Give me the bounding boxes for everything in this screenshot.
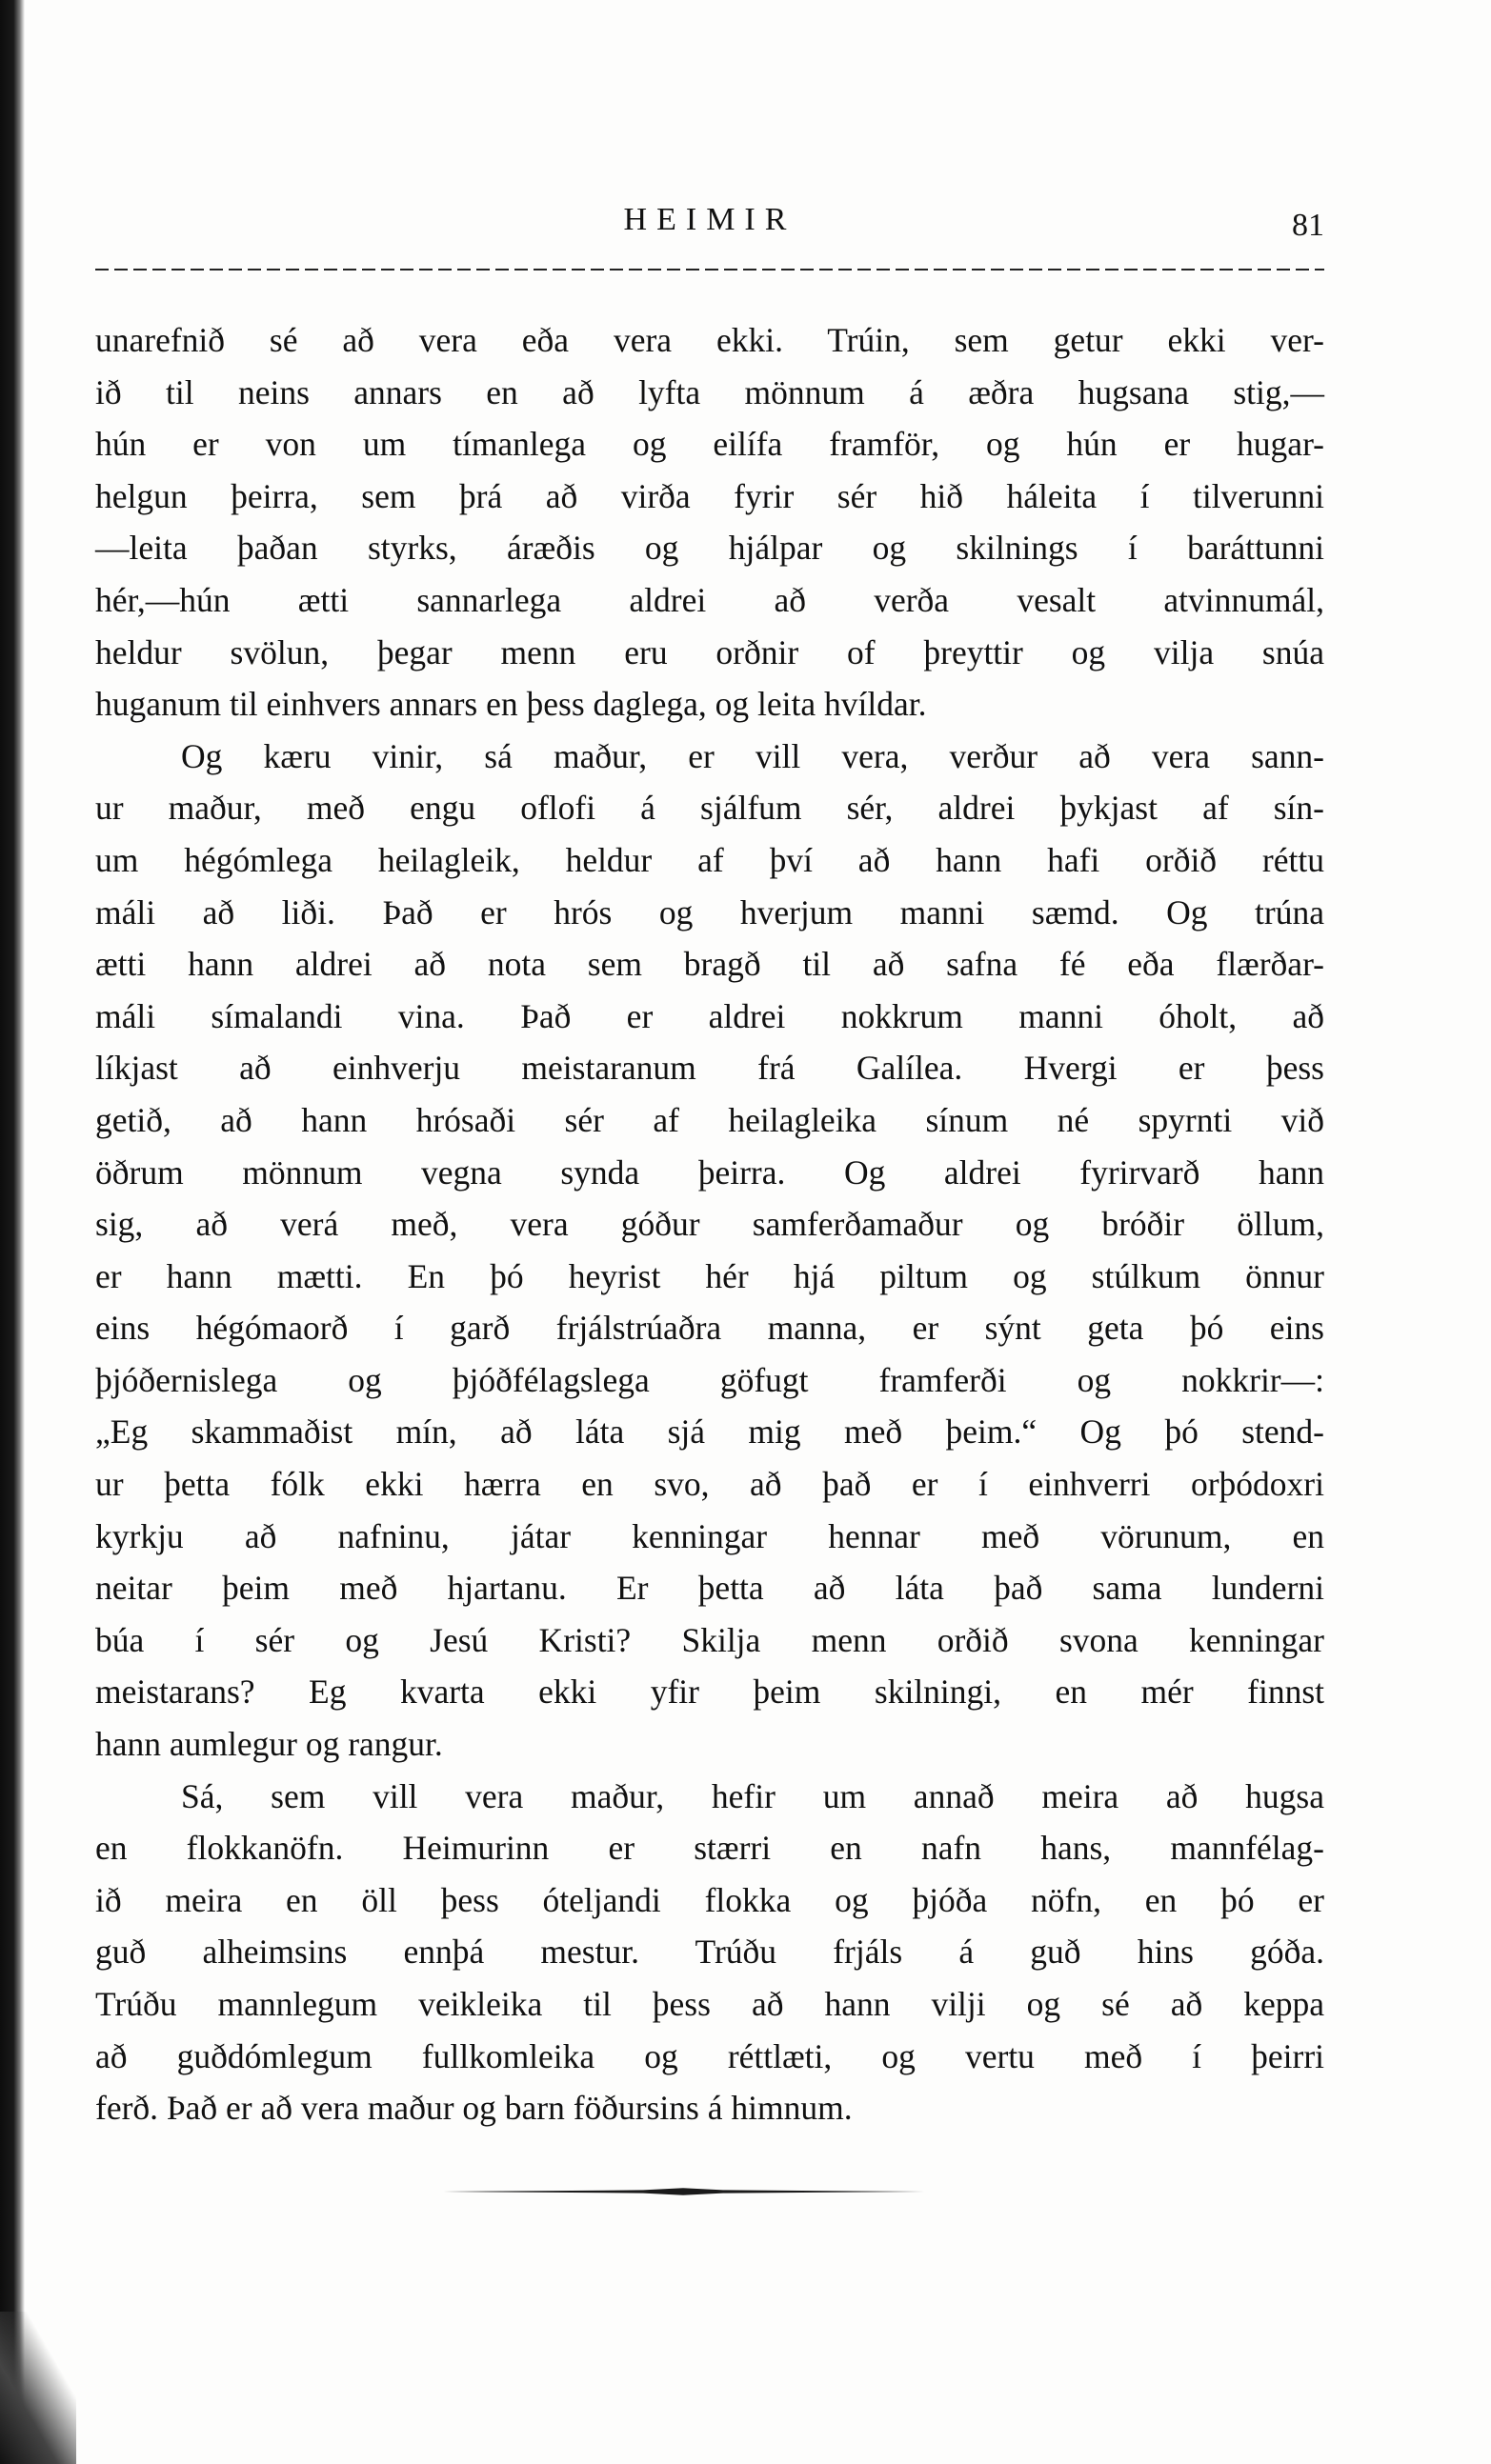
- text-line: máli að liði. Það er hrós og hverjum manni sæmd. Og trúna: [95, 892, 1324, 932]
- text-line: að guðdómlegum fullkomleika og réttlæti, og vertu með í þeirri: [95, 2036, 1324, 2075]
- text-line: öðrum mönnum vegna synda þeirra. Og aldrei fyrirvarð hann: [95, 1152, 1324, 1192]
- text-line: um hégómlega heilagleik, heldur af því að hann hafi orðið réttu: [95, 840, 1324, 879]
- text-line: kyrkju að nafninu, játar kenningar hennar með vörunum, en: [95, 1516, 1324, 1555]
- header-rule: [95, 269, 1324, 270]
- text-line: ur maður, með engu oflofi á sjálfum sér, aldrei þykjast af sín-: [95, 789, 1324, 828]
- text-line: helgun þeirra, sem þrá að virða fyrir sér hið háleita í tilverunni: [95, 476, 1324, 515]
- text-line: guð alheimsins ennþá mestur. Trúðu frjáls á guð hins góða.: [95, 1933, 1324, 1972]
- text-line: Sá, sem vill vera maður, hefir um annað meira að hugsa: [181, 1776, 1324, 1815]
- text-line: huganum til einhvers annars en þess daglega, og leita hvíldar.: [95, 685, 927, 724]
- text-line: þjóðernislega og þjóðfélagslega göfugt framferði og nokkrir—:: [95, 1360, 1324, 1399]
- text-line: er hann mætti. En þó heyrist hér hjá piltum og stúlkum önnur: [95, 1256, 1324, 1295]
- text-line: ið til neins annars en að lyfta mönnum á æðra hugsana stig,—: [95, 372, 1324, 411]
- text-line: hann aumlegur og rangur.: [95, 1725, 443, 1764]
- text-line: líkjast að einhverju meistaranum frá Galílea. Hvergi er þess: [95, 1049, 1324, 1088]
- text-line: ur þetta fólk ekki hærra en svo, að það er í einhverri orþódoxri: [95, 1465, 1324, 1504]
- text-line: en flokkanöfn. Heimurinn er stærri en nafn hans, mannfélag-: [95, 1829, 1324, 1868]
- text-line: Trúðu mannlegum veikleika til þess að hann vilji og sé að keppa: [95, 1985, 1324, 2023]
- page-binding-edge: [0, 0, 25, 2464]
- text-line: neitar þeim með hjartanu. Er þetta að láta það sama lunderni: [95, 1569, 1324, 1608]
- text-line: ætti hann aldrei að nota sem bragð til að safna fé eða flærðar-: [95, 945, 1324, 984]
- text-line: búa í sér og Jesú Kristi? Skilja menn orðið svona kenningar: [95, 1620, 1324, 1659]
- text-line: máli símalandi vina. Það er aldrei nokkrum manni óholt, að: [95, 996, 1324, 1035]
- text-line: ið meira en öll þess óteljandi flokka og þjóða nöfn, en þó er: [95, 1880, 1324, 1919]
- page-corner-shadow: [0, 2312, 76, 2464]
- text-line: Og kæru vinir, sá maður, er vill vera, verður að vera sann-: [181, 736, 1324, 775]
- body-text: [95, 314, 1324, 2134]
- tapered-rule-icon: [443, 2187, 924, 2196]
- end-ornament: [443, 2187, 924, 2196]
- text-line: meistarans? Eg kvarta ekki yfir þeim skilningi, en mér finnst: [95, 1673, 1324, 1712]
- text-line: sig, að verá með, vera góður samferðamaður og bróðir öllum,: [95, 1205, 1324, 1244]
- text-line: hún er von um tímanlega og eilífa framför, og hún er hugar-: [95, 425, 1324, 464]
- text-line: ferð. Það er að vera maður og barn föðursins á himnum.: [95, 2089, 853, 2128]
- running-head: HEIMIR: [623, 202, 796, 237]
- page-number: 81: [1292, 208, 1324, 243]
- text-line: —leita þaðan styrks, áræðis og hjálpar og skilnings í baráttunni: [95, 529, 1324, 568]
- page-header: [95, 202, 1324, 259]
- text-line: unarefnið sé að vera eða vera ekki. Trúin, sem getur ekki ver-: [95, 321, 1324, 359]
- text-line: heldur svölun, þegar menn eru orðnir of þreyttir og vilja snúa: [95, 632, 1324, 671]
- text-line: eins hégómaorð í garð frjálstrúaðra manna, er sýnt geta þó eins: [95, 1309, 1324, 1348]
- text-line: getið, að hann hrósaði sér af heilagleika sínum né spyrnti við: [95, 1100, 1324, 1139]
- text-line: hér,—hún ætti sannarlega aldrei að verða vesalt atvinnumál,: [95, 580, 1324, 619]
- text-line: „Eg skammaðist mín, að láta sjá mig með þeim.“ Og þó stend-: [95, 1412, 1324, 1452]
